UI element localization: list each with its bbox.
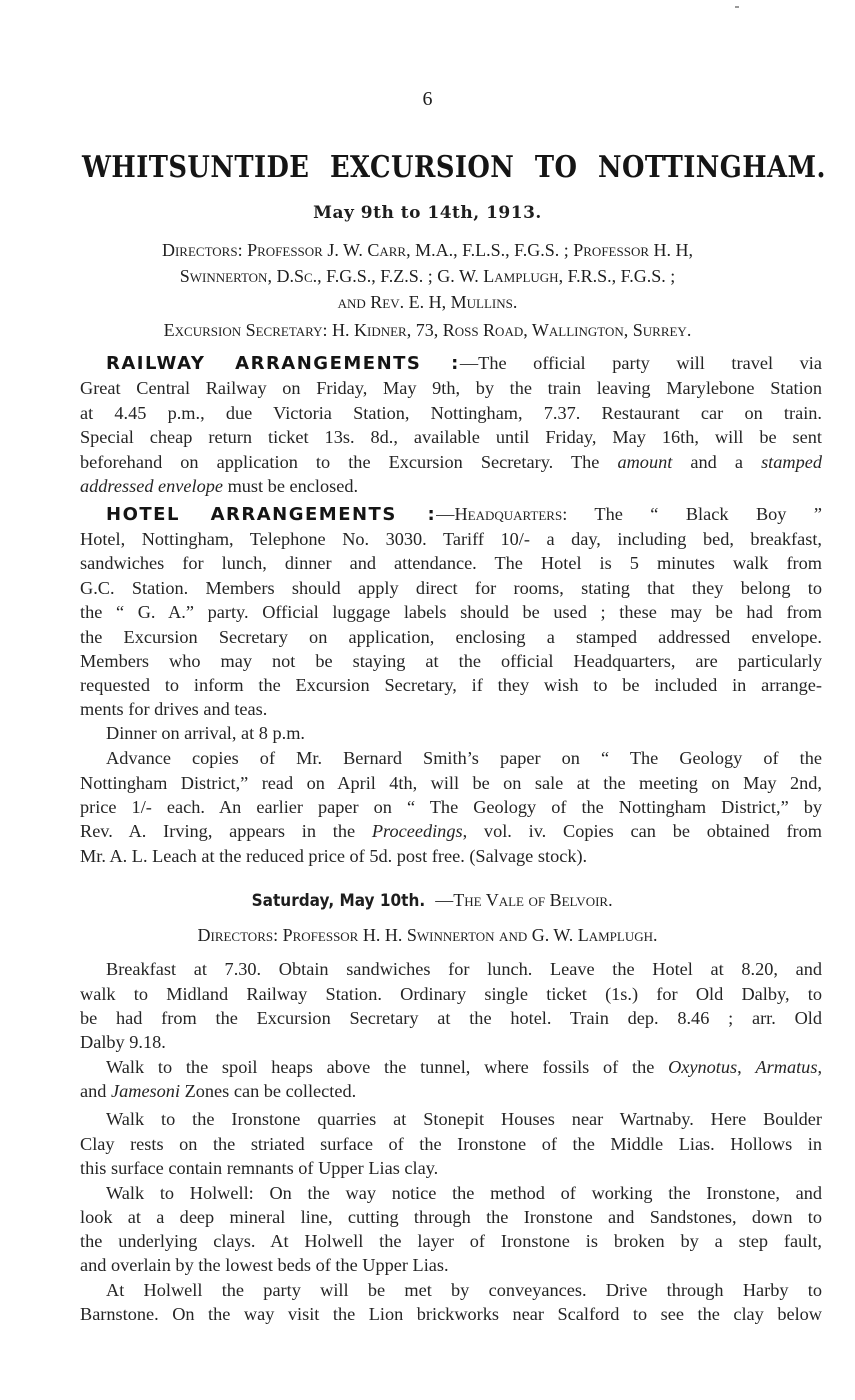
hotel-line-8: requested to inform the Excursion Secretary, if they wish to be included in arrange- bbox=[80, 675, 822, 695]
saturday-directors: Directors: Professor H. H. Swinnerton and G. W. Lamplugh. bbox=[197, 925, 658, 945]
hotel-line-4: G.C. Station. Members should apply direct for rooms, stating that they belong to bbox=[80, 578, 822, 598]
sat-line-8: Clay rests on the striated surface of the Ironstone of the Middle Lias. Hollows in bbox=[80, 1134, 822, 1154]
directors-label: Directors bbox=[161, 240, 238, 260]
directors-line-1: Directors: Professor J. W. Carr, M.A., F.L.S., F.G.S. ; Professor H. H, bbox=[161, 240, 694, 260]
advance-line-5: Mr. A. L. Leach at the reduced price of 5d. post free. (Salvage stock). bbox=[80, 846, 588, 866]
sat-line-3: be had from the Excursion Secretary at the hotel. Train dep. 8.46 ; arr. Old bbox=[80, 1008, 822, 1028]
railway-line-5: beforehand on application to the Excursion Secretary. The amount and a stamped bbox=[80, 452, 822, 472]
hotel-line-6: the Excursion Secretary on application, enclosing a stamped addressed envelope. bbox=[80, 627, 822, 647]
sat-line-14: At Holwell the party will be met by conveyances. Drive through Harby to bbox=[106, 1280, 822, 1300]
railway-line-2: Great Central Railway on Friday, May 9th, by the train leaving Marylebone Station bbox=[80, 378, 822, 398]
day-place: —The Vale of Belvoir. bbox=[435, 890, 613, 910]
hotel-line-7: Members who may not be staying at the official Headquarters, are particularly bbox=[80, 651, 822, 671]
railway-line-1: RAILWAY ARRANGEMENTS :—The official party will travel via bbox=[106, 353, 822, 374]
railway-line-6: addressed envelope must be enclosed. bbox=[80, 476, 359, 496]
hotel-heading: HOTEL ARRANGEMENTS : bbox=[106, 504, 437, 525]
proceedings-title: Proceedings bbox=[371, 821, 463, 841]
sat-line-4: Dalby 9.18. bbox=[80, 1032, 166, 1052]
sat-line-12: the underlying clays. At Holwell the layer of Ironstone is broken by a step fault, bbox=[80, 1231, 822, 1251]
advance-line-4: Rev. A. Irving, appears in the Proceedings, vol. iv. Copies can be obtained from bbox=[80, 821, 822, 841]
date-subtitle: May 9th to 14th, 1913. bbox=[313, 203, 542, 223]
dinner-note: Dinner on arrival, at 8 p.m. bbox=[106, 723, 306, 743]
sat-line-13: and overlain by the lowest beds of the Upper Lias. bbox=[80, 1255, 449, 1275]
directors-line-3: and Rev. E. H, Mullins. bbox=[337, 292, 518, 312]
hotel-line-5: the “ G. A.” party. Official luggage labels should be used ; these may be had from bbox=[80, 602, 822, 622]
advance-line-2: Nottingham District,” read on April 4th, will be on sale at the meeting on May 2nd, bbox=[80, 773, 822, 793]
advance-line-3: price 1/- each. An earlier paper on “ The Geology of the Nottingham District,” by bbox=[80, 797, 822, 817]
hotel-line-2: Hotel, Nottingham, Telephone No. 3030. Tariff 10/- a day, including bed, breakfast, bbox=[80, 529, 822, 549]
page-title: WHITSUNTIDE EXCURSION TO NOTTINGHAM. bbox=[82, 150, 826, 185]
sat-line-7: Walk to the Ironstone quarries at Stonepit Houses near Wartnaby. Here Boulder bbox=[106, 1109, 822, 1129]
sat-line-9: this surface contain remnants of Upper Lias clay. bbox=[80, 1158, 439, 1178]
sat-line-1: Breakfast at 7.30. Obtain sandwiches for lunch. Leave the Hotel at 8.20, and bbox=[106, 959, 822, 979]
day-heading: Saturday, May 10th. bbox=[252, 891, 426, 911]
railway-line-3: at 4.45 p.m., due Victoria Station, Nottingham, 7.37. Restaurant car on train. bbox=[80, 403, 822, 423]
sat-line-5: Walk to the spoil heaps above the tunnel, where fossils of the Oxynotus, Armatus, bbox=[106, 1057, 823, 1077]
railway-heading: RAILWAY ARRANGEMENTS : bbox=[106, 353, 460, 374]
advance-line-1: Advance copies of Mr. Bernard Smith’s paper on “ The Geology of the bbox=[106, 748, 822, 768]
hotel-line-1: HOTEL ARRANGEMENTS :—Headquarters: The “ Black Boy ” bbox=[106, 504, 823, 525]
sat-line-11: look at a deep mineral line, cutting through the Ironstone and Sandstones, down to bbox=[80, 1207, 822, 1227]
sat-line-6: and Jamesoni Zones can be collected. bbox=[80, 1081, 357, 1101]
excursion-secretary: Excursion Secretary: H. Kidner, 73, Ross Road, Wallington, Surrey. bbox=[163, 320, 692, 340]
sat-line-15: Barnstone. On the way visit the Lion brickworks near Scalford to see the clay below bbox=[80, 1304, 822, 1324]
sat-line-10: Walk to Holwell: On the way notice the method of working the Ironstone, and bbox=[106, 1183, 822, 1203]
scan-speck bbox=[735, 6, 739, 8]
directors-line-2: Swinnerton, D.Sc., F.G.S., F.Z.S. ; G. W. Lamplugh, F.R.S., F.G.S. ; bbox=[179, 266, 676, 286]
hotel-line-3: sandwiches for lunch, dinner and attendance. The Hotel is 5 minutes walk from bbox=[80, 553, 822, 573]
saturday-heading bbox=[0, 890, 855, 911]
railway-line-4: Special cheap return ticket 13s. 8d., available until Friday, May 16th, will be sent bbox=[80, 427, 822, 447]
sat-line-2: walk to Midland Railway Station. Ordinary single ticket (1s.) for Old Dalby, to bbox=[80, 984, 822, 1004]
secretary-label: Excursion Secretary bbox=[163, 320, 323, 340]
hotel-line-9: ments for drives and teas. bbox=[80, 699, 268, 719]
page-number: 6 bbox=[422, 88, 433, 110]
